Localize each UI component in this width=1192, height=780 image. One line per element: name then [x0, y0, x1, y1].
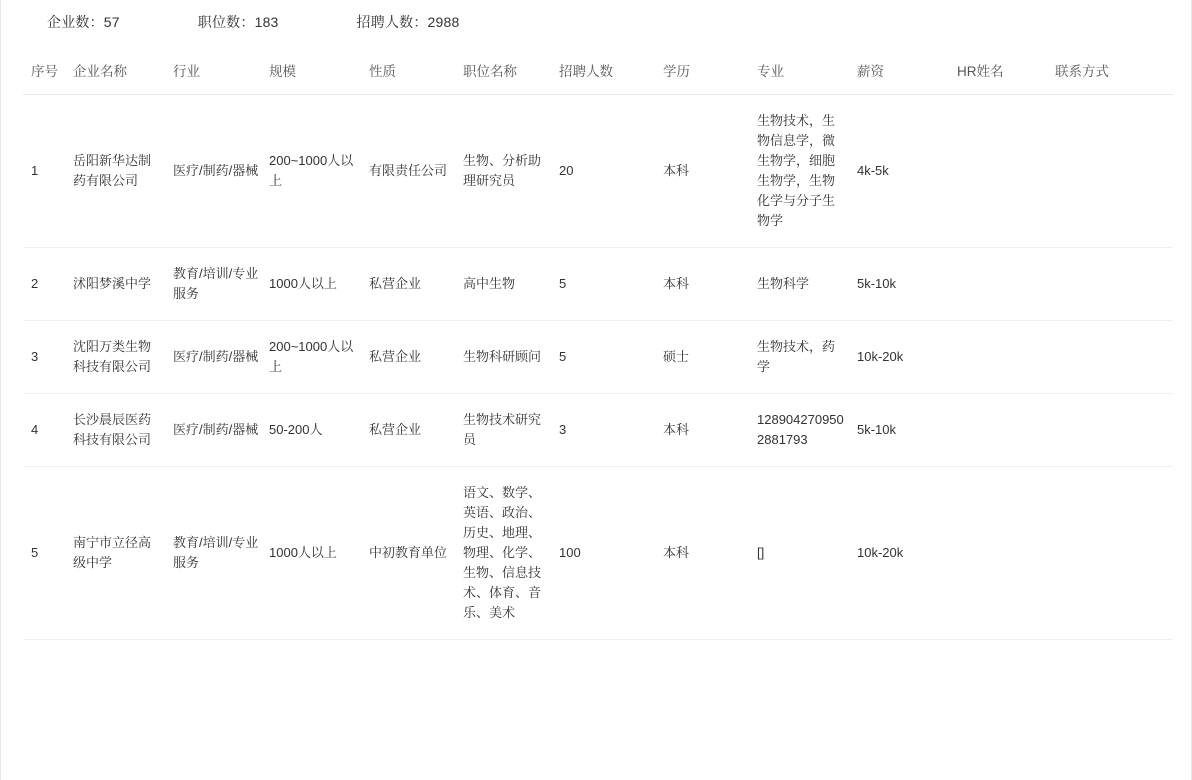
cell-industry: 医疗/制药/器械 [173, 95, 269, 248]
cell-scale: 1000人以上 [269, 467, 369, 640]
cell-education: 本科 [663, 248, 757, 321]
table-row[interactable] [23, 321, 1173, 394]
cell-headcount: 5 [559, 321, 663, 394]
column-header-scale: 规模 [269, 46, 369, 95]
cell-industry: 教育/培训/专业服务 [173, 467, 269, 640]
cell-education: 硕士 [663, 321, 757, 394]
cell-scale: 200~1000人以上 [269, 321, 369, 394]
cell-major: 生物科学 [757, 248, 857, 321]
cell-industry: 医疗/制药/器械 [173, 321, 269, 394]
cell-nature: 有限责任公司 [369, 95, 463, 248]
cell-education: 本科 [663, 95, 757, 248]
column-header-education: 学历 [663, 46, 757, 95]
cell-industry: 教育/培训/专业服务 [173, 248, 269, 321]
cell-scale: 200~1000人以上 [269, 95, 369, 248]
cell-job: 生物、分析助理研究员 [463, 95, 559, 248]
table-header-row [23, 46, 1173, 95]
cell-salary: 10k-20k [857, 467, 957, 640]
cell-hr-redacted [957, 394, 1055, 467]
cell-major: 生物技术，生物信息学，微生物学，细胞生物学，生物化学与分子生物学 [757, 95, 857, 248]
cell-salary: 4k-5k [857, 95, 957, 248]
cell-company: 南宁市立径高级中学 [73, 467, 173, 640]
cell-salary: 5k-10k [857, 394, 957, 467]
cell-headcount: 20 [559, 95, 663, 248]
summary-headcount: 招聘人数：2988 [356, 14, 460, 30]
cell-index: 1 [23, 95, 73, 248]
cell-headcount: 5 [559, 248, 663, 321]
cell-company: 长沙晨辰医药科技有限公司 [73, 394, 173, 467]
table-row[interactable] [23, 467, 1173, 640]
cell-company: 沈阳万类生物科技有限公司 [73, 321, 173, 394]
table-row[interactable] [23, 394, 1173, 467]
table-row[interactable] [23, 95, 1173, 248]
column-header-nature: 性质 [369, 46, 463, 95]
cell-nature: 私营企业 [369, 321, 463, 394]
cell-index: 2 [23, 248, 73, 321]
column-header-job: 职位名称 [463, 46, 559, 95]
cell-contact-redacted [1055, 321, 1173, 394]
cell-scale: 50-200人 [269, 394, 369, 467]
cell-education: 本科 [663, 467, 757, 640]
cell-contact-redacted [1055, 95, 1173, 248]
column-header-contact: 联系方式 [1055, 46, 1173, 95]
cell-contact-redacted [1055, 248, 1173, 321]
summary-company-count: 企业数：57 [47, 14, 120, 30]
cell-industry: 医疗/制药/器械 [173, 394, 269, 467]
cell-headcount: 100 [559, 467, 663, 640]
cell-company: 岳阳新华达制药有限公司 [73, 95, 173, 248]
cell-nature: 私营企业 [369, 394, 463, 467]
column-header-salary: 薪资 [857, 46, 957, 95]
cell-contact-redacted [1055, 394, 1173, 467]
cell-hr-redacted [957, 467, 1055, 640]
cell-headcount: 3 [559, 394, 663, 467]
cell-job: 生物技术研究员 [463, 394, 559, 467]
cell-nature: 中初教育单位 [369, 467, 463, 640]
cell-job: 高中生物 [463, 248, 559, 321]
cell-salary: 5k-10k [857, 248, 957, 321]
table-header [23, 46, 1173, 95]
column-header-headcount: 招聘人数 [559, 46, 663, 95]
cell-major: 1289042709502881793 [757, 394, 857, 467]
cell-major: [] [757, 467, 857, 640]
cell-hr-redacted [957, 95, 1055, 248]
cell-index: 5 [23, 467, 73, 640]
cell-contact-redacted [1055, 467, 1173, 640]
column-header-index: 序号 [23, 46, 73, 95]
cell-index: 3 [23, 321, 73, 394]
column-header-major: 专业 [757, 46, 857, 95]
table-body [23, 95, 1173, 640]
summary-bar [1, 0, 1191, 46]
table-row[interactable] [23, 248, 1173, 321]
cell-hr-redacted [957, 248, 1055, 321]
column-header-company: 企业名称 [73, 46, 173, 95]
cell-hr-redacted [957, 321, 1055, 394]
job-table [23, 46, 1173, 640]
cell-nature: 私营企业 [369, 248, 463, 321]
cell-job: 生物科研顾问 [463, 321, 559, 394]
cell-education: 本科 [663, 394, 757, 467]
summary-position-count: 职位数：183 [197, 14, 279, 30]
cell-company: 沭阳梦溪中学 [73, 248, 173, 321]
column-header-hr: HR姓名 [957, 46, 1055, 95]
cell-salary: 10k-20k [857, 321, 957, 394]
cell-major: 生物技术，药学 [757, 321, 857, 394]
cell-job: 语文、数学、英语、政治、历史、地理、物理、化学、生物、信息技术、体育、音乐、美术 [463, 467, 559, 640]
column-header-industry: 行业 [173, 46, 269, 95]
cell-index: 4 [23, 394, 73, 467]
cell-scale: 1000人以上 [269, 248, 369, 321]
